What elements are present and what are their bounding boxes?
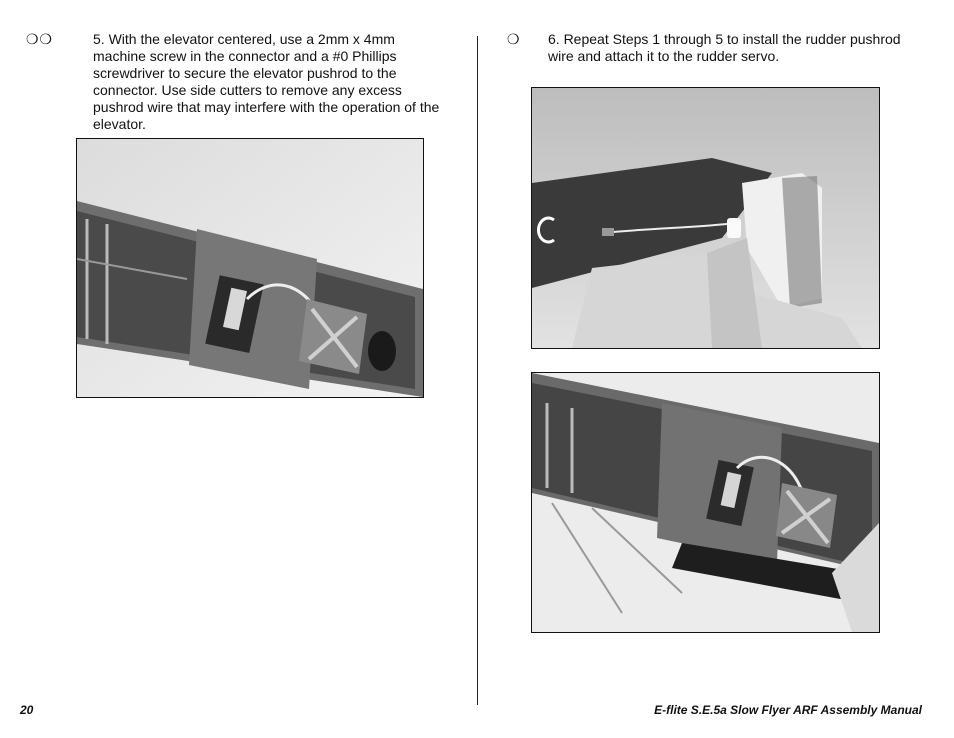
step-5-text: 5. With the elevator centered, use a 2mm x 4mm machine screw in the connector and a #0 Phillips screwdriver to secure the elevator pushrod to the connector. Use side cutters to remove any excess pushrod wire that may interfere with the operation of the elevator. — [93, 31, 440, 132]
photo-elevator-servo-bay — [76, 138, 424, 398]
checkbox-icon[interactable]: ❍ — [507, 31, 521, 47]
page-number: 20 — [20, 703, 34, 717]
manual-title: E-flite S.E.5a Slow Flyer ARF Assembly Manual — [654, 703, 922, 717]
photo-rudder-servo-installed — [531, 372, 880, 633]
step-6-text: 6. Repeat Steps 1 through 5 to install the rudder pushrod wire and attach it to the rudder servo. — [548, 31, 901, 64]
photo-rudder-pushrod-tail — [531, 87, 880, 349]
column-divider — [477, 36, 478, 705]
double-checkbox-icon[interactable]: ❍❍ — [26, 31, 54, 47]
step-5 — [24, 31, 454, 132]
step-6 — [505, 31, 915, 71]
